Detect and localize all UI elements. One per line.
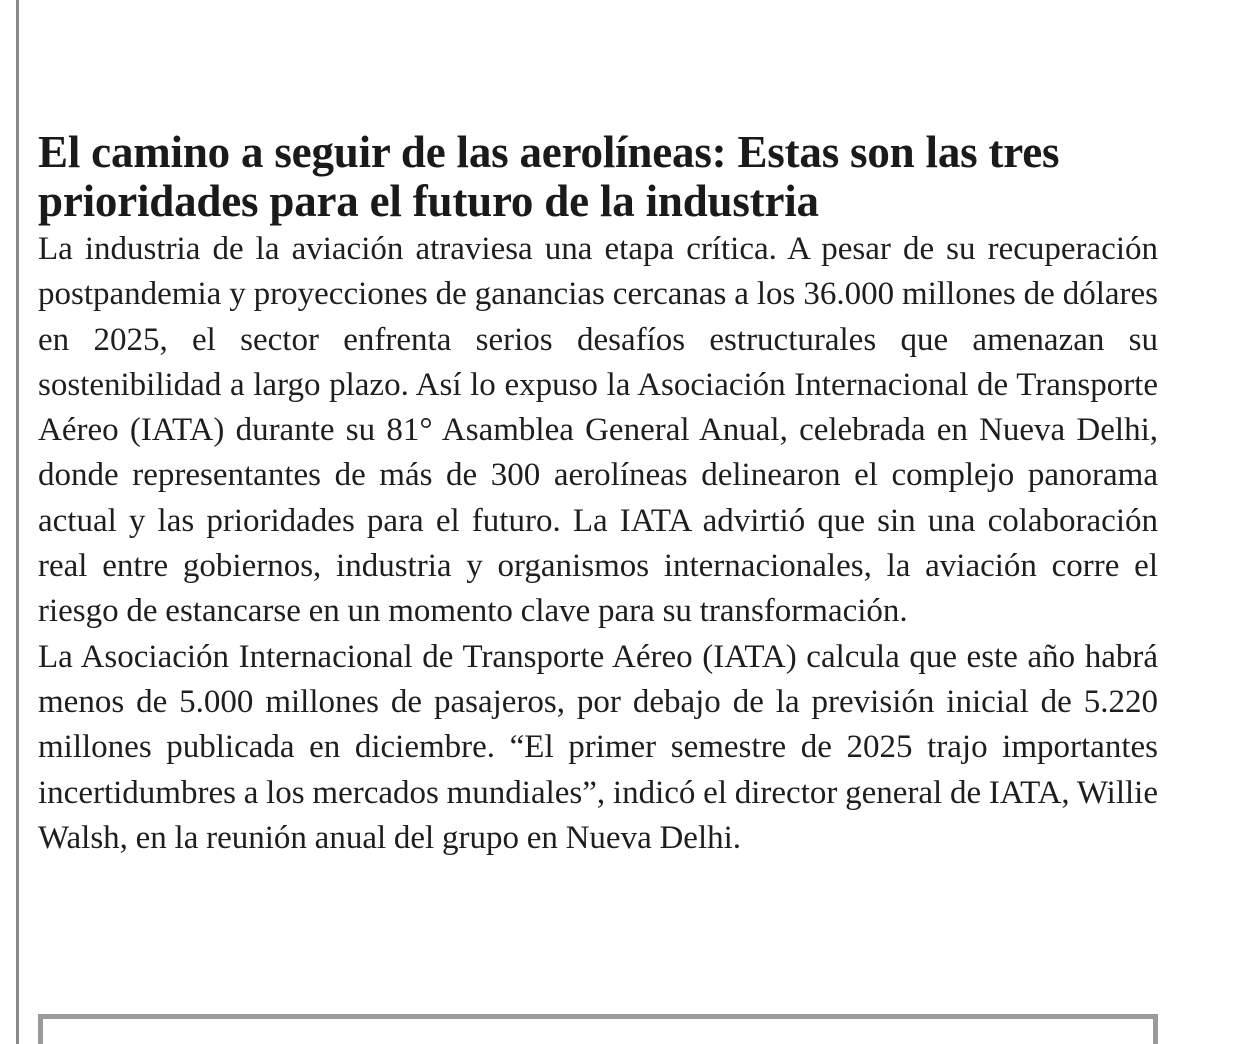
article-headline: El camino a seguir de las aerolíneas: Estas son las tres prioridades para el futuro de la industria xyxy=(38,127,1060,226)
article xyxy=(38,128,1158,861)
column-divider xyxy=(16,0,19,1044)
article-paragraph-1: La industria de la aviación atraviesa una etapa crítica. A pesar de su recuperación postpandemia y proyecciones de ganancias cercanas a los 36.000 millones de dólares en 2025, el sector enfrenta serios desafíos estructurales que amenazan su sostenibilidad a largo plazo. Así lo expuso la Asociación Internacional de Transporte Aéreo (IATA) durante su 81° Asamblea General Anual, celebrada en Nueva Delhi, donde representantes de más de 300 aerolíneas delinearon el complejo panorama actual y las prioridades para el futuro. La IATA advirtió que sin una colaboración real entre gobiernos, industria y organismos internacionales, la aviación corre el riesgo de estancarse en un momento clave para su transformación. xyxy=(38,231,1158,630)
article-paragraph-2: La Asociación Internacional de Transporte Aéreo (IATA) calcula que este año habrá menos de 5.000 millones de pasajeros, por debajo de la previsión inicial de 5.220 millones publicada en diciembre. “El primer semestre de 2025 trajo importantes incertidumbres a los mercados mundiales”, indicó el director general de IATA, Willie Walsh, en la reunión anual del grupo en Nueva Delhi. xyxy=(38,638,1158,856)
next-article-frame xyxy=(38,1014,1158,1044)
